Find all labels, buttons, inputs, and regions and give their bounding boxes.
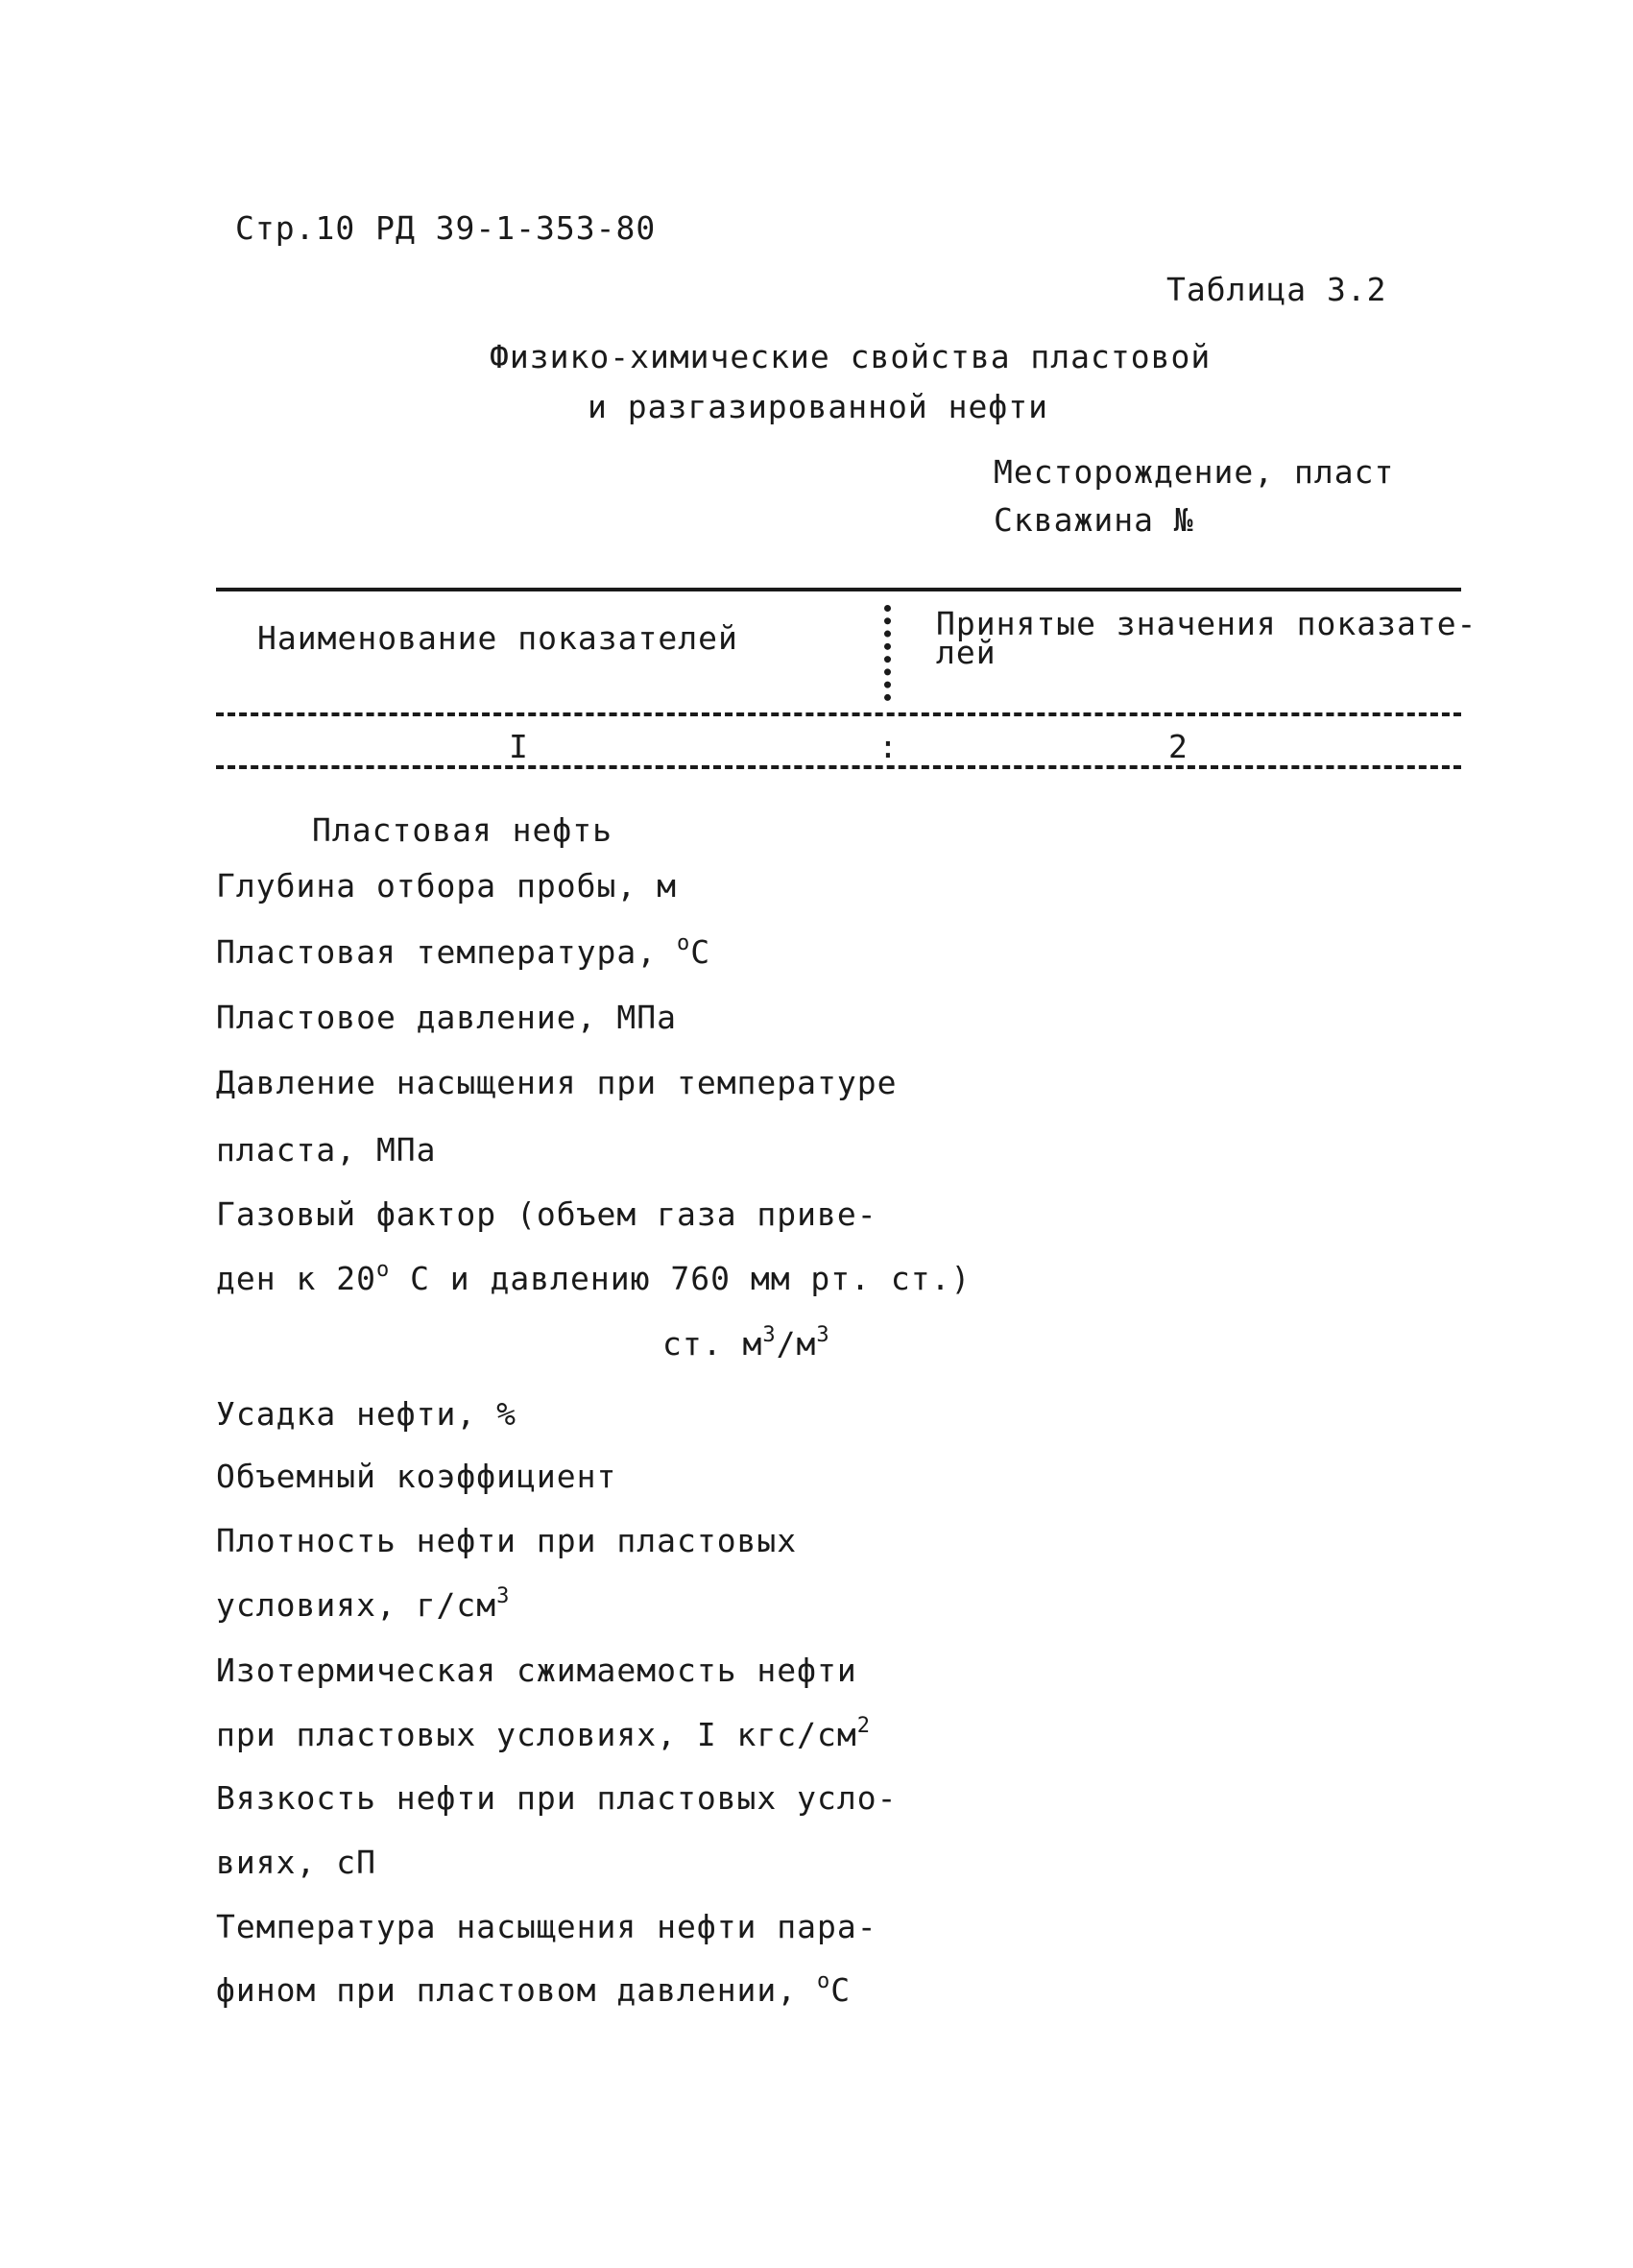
header-dashed-rule: [216, 712, 1461, 716]
col-number-separator: :: [878, 728, 899, 765]
row-sample-depth: Глубина отбора пробы, м: [216, 867, 677, 905]
title-line-2: и разгазированной нефти: [588, 388, 1048, 425]
column-separator: [884, 605, 891, 701]
row-oil-shrinkage: Усадка нефти, %: [216, 1395, 517, 1433]
row-reservoir-temperature: Пластовая температура, $^о$С: [216, 931, 711, 971]
well-label: Скважина №: [994, 501, 1194, 539]
row-saturation-pressure-2: пласта, МПа: [216, 1131, 437, 1169]
table-label: Таблица 3.2: [1166, 271, 1387, 308]
row-paraffin-temp-2: фином при пластовом давлении, $^о$С: [216, 1969, 852, 2009]
numbers-dashed-rule: [216, 765, 1461, 769]
row-reservoir-pressure: Пластовое давление, МПа: [216, 999, 677, 1036]
section-title: Пластовая нефть: [312, 811, 613, 849]
row-viscosity-2: виях, сП: [216, 1844, 376, 1881]
row-gas-factor-2: ден к $20^о$ С и давлению 760 мм рт. ст.): [216, 1258, 972, 1297]
row-volume-factor: Объемный коэффициент: [216, 1458, 617, 1495]
col2-header-line1: Принятые значения показате-: [936, 605, 1477, 642]
page-stamp: Стр.10 РД 39-1-353-80: [235, 209, 657, 247]
row-compressibility-2: при пластовых условиях, I кгс/$см^2$: [216, 1714, 872, 1753]
row-compressibility-1: Изотермическая сжимаемость нефти: [216, 1652, 857, 1689]
row-paraffin-temp-1: Температура насыщения нефти пара-: [216, 1908, 877, 1945]
row-density-1: Плотность нефти при пластовых: [216, 1522, 798, 1559]
col2-header-line2: лей: [936, 634, 997, 671]
col1-number: I: [509, 728, 529, 765]
row-gas-factor-1: Газовый фактор (объем газа приве-: [216, 1195, 877, 1233]
table-top-rule: [216, 588, 1461, 591]
row-density-2: условиях, $г/см^3$: [216, 1584, 511, 1624]
col1-header: Наименование показателей: [257, 619, 738, 657]
row-viscosity-1: Вязкость нефти при пластовых усло-: [216, 1779, 898, 1817]
row-gas-factor-unit: ст. $м^3/м^3$: [662, 1323, 830, 1363]
field-label: Месторождение, пласт: [994, 453, 1395, 491]
row-saturation-pressure-1: Давление насыщения при температуре: [216, 1064, 898, 1101]
col2-number: 2: [1168, 728, 1189, 765]
title-line-1: Физико-химические свойства пластовой: [490, 338, 1212, 375]
